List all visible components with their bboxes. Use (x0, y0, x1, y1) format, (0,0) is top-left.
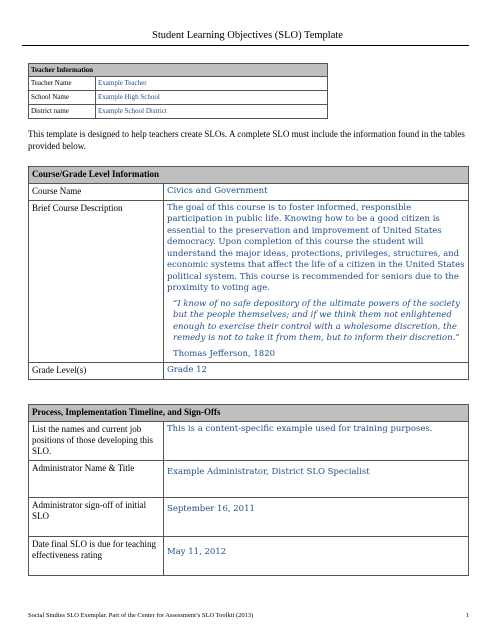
administrator-value: Example Administrator, District SLO Specialist (164, 461, 469, 498)
course-description-cell (164, 200, 469, 363)
page-footer (28, 612, 469, 619)
signoff-value: September 16, 2011 (164, 498, 469, 537)
process-table (28, 404, 469, 576)
district-name-value: Example School District (96, 105, 328, 119)
grade-level-value: Grade 12 (164, 363, 469, 380)
page-title: Student Learning Objectives (SLO) Template (152, 30, 343, 41)
school-name-label: School Name (29, 91, 96, 105)
course-info-header: Course/Grade Level Information (29, 167, 469, 184)
due-date-value: May 11, 2012 (164, 537, 469, 576)
developers-label: List the names and current job positions of those developing this SLO. (29, 422, 164, 461)
due-date-label: Date final SLO is due for teaching effectiveness rating (29, 537, 164, 576)
process-header: Process, Implementation Timeline, and Sign-Offs (29, 405, 469, 422)
footer-text: Social Studies SLO Exemplar. Part of the Center for Assessment’s SLO Toolkit (2013) (28, 612, 254, 619)
teacher-info-header: Teacher Information (29, 64, 328, 77)
table-row (29, 461, 469, 498)
intro-text: This template is designed to help teachers create SLOs. A complete SLO must include the information found in the tables provided below. (28, 129, 465, 151)
course-name-label: Course Name (29, 184, 164, 201)
teacher-name-label: Teacher Name (29, 77, 96, 91)
table-row (29, 422, 469, 461)
course-name-value: Civics and Government (164, 184, 469, 201)
developers-value: This is a content-specific example used for training purposes. (164, 422, 469, 461)
table-row (29, 363, 469, 380)
table-row (29, 498, 469, 537)
page-number: 1 (465, 612, 469, 619)
table-row (29, 200, 469, 363)
school-name-value: Example High School (96, 91, 328, 105)
table-row (29, 77, 328, 91)
teacher-info-table (28, 63, 328, 119)
jefferson-quote: “I know of no safe depository of the ultimate powers of the society but the people themselves; and if we think them not enlightened enough to exercise their control with a wholesome discretion, the remedy is not to take it from them, but to inform their discretion.” (173, 298, 460, 343)
grade-level-label: Grade Level(s) (29, 363, 164, 380)
table-row (29, 91, 328, 105)
quote-attribution: Thomas Jefferson, 1820 (173, 348, 276, 359)
course-info-table (28, 166, 469, 380)
table-row (29, 184, 469, 201)
course-description-text: The goal of this course is to foster informed, responsible participation in public life. Knowing how to be a good citizen is essential to the preservation and improvement of United States democracy. Upon completion of this course the student will understand the major ideas, protections, privileges, structures, and economic systems that affect the life of a citizen in the United States political system. This course is recommended for seniors due to the proximity to voting age. (167, 202, 465, 293)
course-description-label: Brief Course Description (29, 200, 164, 363)
header-rule (22, 45, 469, 46)
table-row (29, 537, 469, 576)
teacher-name-value: Example Teacher (96, 77, 328, 91)
signoff-label: Administrator sign-off of initial SLO (29, 498, 164, 537)
administrator-label: Administrator Name & Title (29, 461, 164, 498)
district-name-label: District name (29, 105, 96, 119)
table-row (29, 105, 328, 119)
